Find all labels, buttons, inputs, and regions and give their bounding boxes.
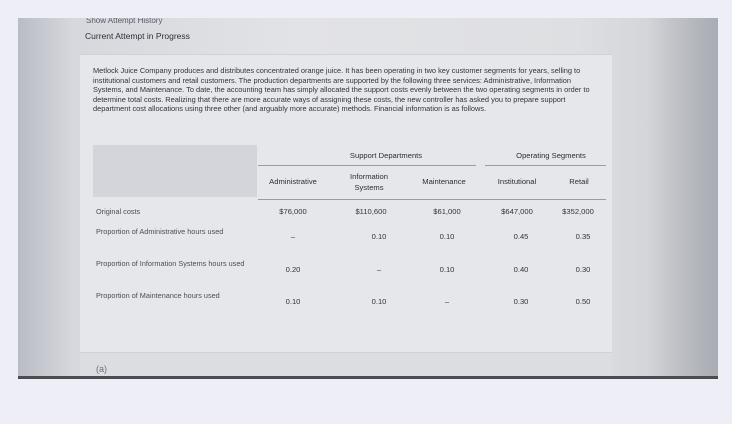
monitor-bezel <box>18 376 718 379</box>
table-cell: 0.10 <box>439 232 455 241</box>
header-support-departments: Support Departments <box>349 151 423 160</box>
table-cell: 0.10 <box>371 297 387 306</box>
support-group-rule <box>258 165 476 166</box>
col-administrative: Administrative <box>269 177 317 186</box>
col-retail: Retail <box>569 177 589 186</box>
table-cell: 0.10 <box>285 297 301 306</box>
table-cell: – <box>290 232 296 241</box>
operating-group-rule <box>485 165 606 166</box>
photo-shadow <box>648 18 718 378</box>
row-label-original-costs: Original costs <box>96 207 141 216</box>
part-a-box <box>80 352 612 378</box>
row-label-maintenance-hours: Proportion of Maintenance hours used <box>96 291 220 300</box>
row-label-is-hours: Proportion of Information Systems hours used <box>96 259 245 268</box>
table-cell: 0.30 <box>513 297 529 306</box>
table-cell: 0.20 <box>285 265 301 274</box>
table-cell: – <box>376 265 382 274</box>
table-cell: – <box>444 297 450 306</box>
table-cell: $61,000 <box>433 207 461 216</box>
table-cell: 0.30 <box>575 265 591 274</box>
header-rule <box>258 199 606 200</box>
financial-table <box>93 145 606 339</box>
photo-frame <box>18 18 718 378</box>
table-cell: $352,000 <box>562 207 594 216</box>
table-label-header <box>93 145 257 197</box>
table-cell: 0.35 <box>575 232 591 241</box>
col-information-systems: Information Systems <box>350 172 388 192</box>
row-label-admin-hours: Proportion of Administrative hours used <box>96 227 224 236</box>
header-operating-segments: Operating Segments <box>516 151 586 160</box>
question-card <box>80 54 612 378</box>
problem-text: Metlock Juice Company produces and distributes concentrated orange juice. It has been operating in two key customer segments for years, selling to institutional customers and retail customers. The production departments are supported by the following three services: Administrative, Information Systems, and Maintenance. To date, the accounting team has simply allocated the support costs evenly between the two operating segments in order to determine total costs. Realizing that there are more accurate ways of assigning these costs, the new controller has asked you to prepare support department cost allocations using three other (and arguably more accurate) methods. Financial information is as follows. <box>93 66 590 114</box>
show-attempt-history-link[interactable]: Show Attempt History <box>86 18 163 25</box>
table-cell: 0.10 <box>439 265 455 274</box>
table-cell: 0.45 <box>513 232 529 241</box>
table-cell: $647,000 <box>501 207 533 216</box>
table-cell: 0.50 <box>575 297 591 306</box>
table-cell: 0.40 <box>513 265 529 274</box>
current-attempt-heading: Current Attempt in Progress <box>85 31 190 41</box>
part-a-label: (a) <box>96 364 107 374</box>
col-maintenance: Maintenance <box>422 177 466 186</box>
col-institutional: Institutional <box>497 177 537 186</box>
table-cell: $110,600 <box>355 207 387 216</box>
table-cell: $76,000 <box>279 207 307 216</box>
table-cell: 0.10 <box>371 232 387 241</box>
